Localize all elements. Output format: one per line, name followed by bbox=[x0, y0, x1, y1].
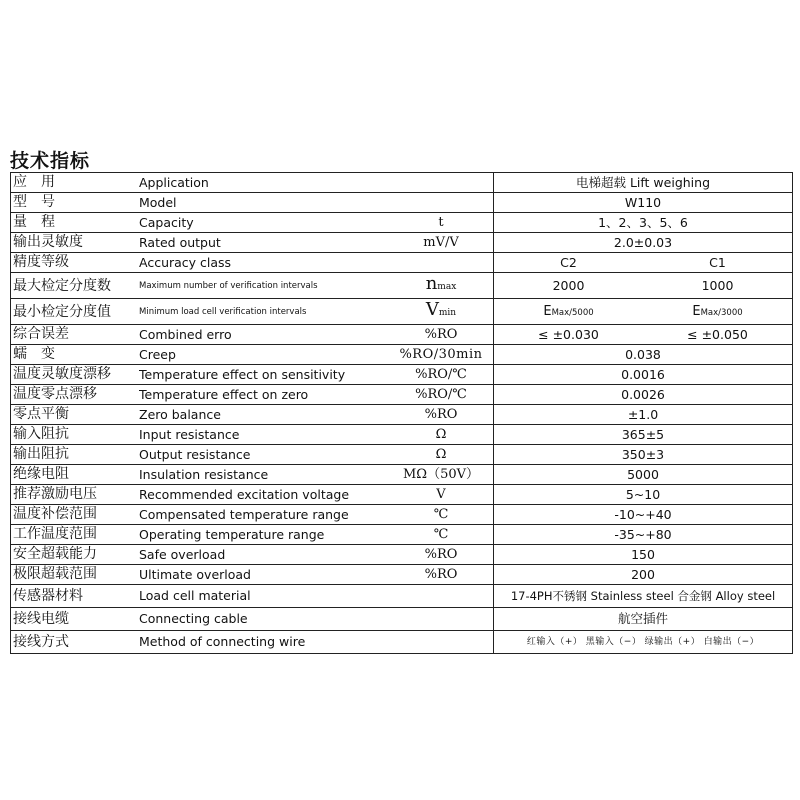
table-row bbox=[11, 193, 793, 213]
row-unit: mV/V bbox=[389, 233, 494, 253]
table-row bbox=[11, 631, 793, 654]
row-unit bbox=[389, 173, 494, 193]
row-label-zh: 接线电缆 bbox=[11, 608, 140, 631]
row-label-en: Creep bbox=[139, 345, 389, 365]
row-value: 0.0026 bbox=[494, 385, 793, 405]
row-label-en: Output resistance bbox=[139, 445, 389, 465]
row-label-zh: 输入阻抗 bbox=[11, 425, 140, 445]
row-label-zh: 零点平衡 bbox=[11, 405, 140, 425]
row-label-en: Model bbox=[139, 193, 389, 213]
unit-sub: max bbox=[437, 282, 457, 292]
row-label-zh: 综合误差 bbox=[11, 325, 140, 345]
row-label-zh: 接线方式 bbox=[11, 631, 140, 654]
row-value: 350±3 bbox=[494, 445, 793, 465]
row-value: 0.038 bbox=[494, 345, 793, 365]
table-row bbox=[11, 445, 793, 465]
row-label-en: Combined erro bbox=[139, 325, 389, 345]
row-unit bbox=[389, 273, 494, 299]
row-label-en: Safe overload bbox=[139, 545, 389, 565]
row-unit bbox=[389, 193, 494, 213]
row-value: 0.0016 bbox=[494, 365, 793, 385]
value-main: E bbox=[692, 303, 701, 319]
row-label-en: Ultimate overload bbox=[139, 565, 389, 585]
row-unit: Ω bbox=[389, 425, 494, 445]
row-label-zh: 输出灵敏度 bbox=[11, 233, 140, 253]
row-label-zh: 温度灵敏度漂移 bbox=[11, 365, 140, 385]
row-label-en: Temperature effect on zero bbox=[139, 385, 389, 405]
row-unit bbox=[389, 253, 494, 273]
row-label-en: Compensated temperature range bbox=[139, 505, 389, 525]
row-unit bbox=[389, 585, 494, 608]
table-row bbox=[11, 525, 793, 545]
table-row bbox=[11, 273, 793, 299]
row-value: ±1.0 bbox=[494, 405, 793, 425]
row-label-zh: 应 用 bbox=[11, 173, 140, 193]
unit-main: V bbox=[425, 299, 439, 320]
unit-sub: min bbox=[438, 308, 457, 318]
value-sub: Max/5000 bbox=[551, 307, 594, 318]
row-label-en: Input resistance bbox=[139, 425, 389, 445]
row-value: 电梯超载 Lift weighing bbox=[494, 173, 793, 193]
table-row bbox=[11, 585, 793, 608]
row-unit: %RO bbox=[389, 545, 494, 565]
row-label-en: Method of connecting wire bbox=[139, 631, 389, 654]
row-value: 365±5 bbox=[494, 425, 793, 445]
row-unit: %RO bbox=[389, 565, 494, 585]
table-row bbox=[11, 608, 793, 631]
row-unit: ℃ bbox=[389, 505, 494, 525]
row-value: 5~10 bbox=[494, 485, 793, 505]
row-unit: %RO/30min bbox=[389, 345, 494, 365]
row-value-grade-a: C2 bbox=[494, 253, 644, 273]
spec-title: 技术指标 bbox=[10, 150, 91, 172]
row-label-zh: 最大检定分度数 bbox=[11, 273, 140, 299]
row-value: 1、2、3、5、6 bbox=[494, 213, 793, 233]
row-unit: %RO bbox=[389, 325, 494, 345]
row-value: 5000 bbox=[494, 465, 793, 485]
row-value: 2.0±0.03 bbox=[494, 233, 793, 253]
row-unit: %RO/℃ bbox=[389, 385, 494, 405]
table-row bbox=[11, 425, 793, 445]
table-row bbox=[11, 505, 793, 525]
row-unit: t bbox=[389, 213, 494, 233]
table-row bbox=[11, 465, 793, 485]
table-row bbox=[11, 213, 793, 233]
row-label-zh: 推荐激励电压 bbox=[11, 485, 140, 505]
row-label-zh: 最小检定分度值 bbox=[11, 299, 140, 325]
row-value: 红输入（+） 黑输入（−） 绿输出（+） 白输出（−） bbox=[494, 631, 793, 654]
row-label-en: Temperature effect on sensitivity bbox=[139, 365, 389, 385]
row-label-zh: 绝缘电阻 bbox=[11, 465, 140, 485]
row-label-zh: 温度补偿范围 bbox=[11, 505, 140, 525]
row-label-en: Operating temperature range bbox=[139, 525, 389, 545]
table-row bbox=[11, 345, 793, 365]
row-label-en: Insulation resistance bbox=[139, 465, 389, 485]
row-unit bbox=[389, 299, 494, 325]
row-label-zh: 传感器材料 bbox=[11, 585, 140, 608]
table-row bbox=[11, 233, 793, 253]
row-label-zh: 型 号 bbox=[11, 193, 140, 213]
row-value: 150 bbox=[494, 545, 793, 565]
table-row bbox=[11, 405, 793, 425]
row-label-en: Recommended excitation voltage bbox=[139, 485, 389, 505]
row-label-zh: 输出阻抗 bbox=[11, 445, 140, 465]
table-row bbox=[11, 325, 793, 345]
row-label-en: Maximum number of verification intervals bbox=[139, 273, 389, 299]
row-value-grade-a: 2000 bbox=[494, 273, 644, 299]
row-unit: Ω bbox=[389, 445, 494, 465]
row-unit: V bbox=[389, 485, 494, 505]
row-label-en: Load cell material bbox=[139, 585, 389, 608]
row-unit: ℃ bbox=[389, 525, 494, 545]
row-label-en: Connecting cable bbox=[139, 608, 389, 631]
row-label-en: Accuracy class bbox=[139, 253, 389, 273]
table-row bbox=[11, 173, 793, 193]
row-value: W110 bbox=[494, 193, 793, 213]
row-label-zh: 安全超载能力 bbox=[11, 545, 140, 565]
row-value: -35~+80 bbox=[494, 525, 793, 545]
table-row bbox=[11, 299, 793, 325]
row-value-grade-b bbox=[643, 299, 793, 325]
value-main: E bbox=[543, 303, 552, 319]
row-label-en: Capacity bbox=[139, 213, 389, 233]
value-sub: Max/3000 bbox=[700, 307, 743, 318]
row-value-grade-a: ≤ ±0.030 bbox=[494, 325, 644, 345]
row-unit: %RO/℃ bbox=[389, 365, 494, 385]
row-label-zh: 量 程 bbox=[11, 213, 140, 233]
row-value: -10~+40 bbox=[494, 505, 793, 525]
row-value-grade-b: C1 bbox=[643, 253, 793, 273]
row-label-zh: 蠕 变 bbox=[11, 345, 140, 365]
row-label-zh: 极限超载范围 bbox=[11, 565, 140, 585]
row-label-en: Minimum load cell verification intervals bbox=[139, 299, 389, 325]
row-unit bbox=[389, 608, 494, 631]
row-value: 200 bbox=[494, 565, 793, 585]
row-label-zh: 温度零点漂移 bbox=[11, 385, 140, 405]
row-label-en: Rated output bbox=[139, 233, 389, 253]
row-label-zh: 精度等级 bbox=[11, 253, 140, 273]
row-value: 航空插件 bbox=[494, 608, 793, 631]
table-row bbox=[11, 365, 793, 385]
row-label-zh: 工作温度范围 bbox=[11, 525, 140, 545]
table-row bbox=[11, 485, 793, 505]
table-row bbox=[11, 565, 793, 585]
spec-table bbox=[10, 172, 793, 654]
row-value-grade-a bbox=[494, 299, 644, 325]
unit-main: n bbox=[425, 273, 438, 294]
table-row bbox=[11, 253, 793, 273]
row-value-grade-b: ≤ ±0.050 bbox=[643, 325, 793, 345]
row-label-en: Zero balance bbox=[139, 405, 389, 425]
row-unit bbox=[389, 631, 494, 654]
row-label-en: Application bbox=[139, 173, 389, 193]
row-unit: MΩ（50V） bbox=[389, 465, 494, 485]
row-value: 17-4PH不锈钢 Stainless steel 合金钢 Alloy steel bbox=[494, 585, 793, 608]
table-row bbox=[11, 385, 793, 405]
row-unit: %RO bbox=[389, 405, 494, 425]
table-row bbox=[11, 545, 793, 565]
row-value-grade-b: 1000 bbox=[643, 273, 793, 299]
